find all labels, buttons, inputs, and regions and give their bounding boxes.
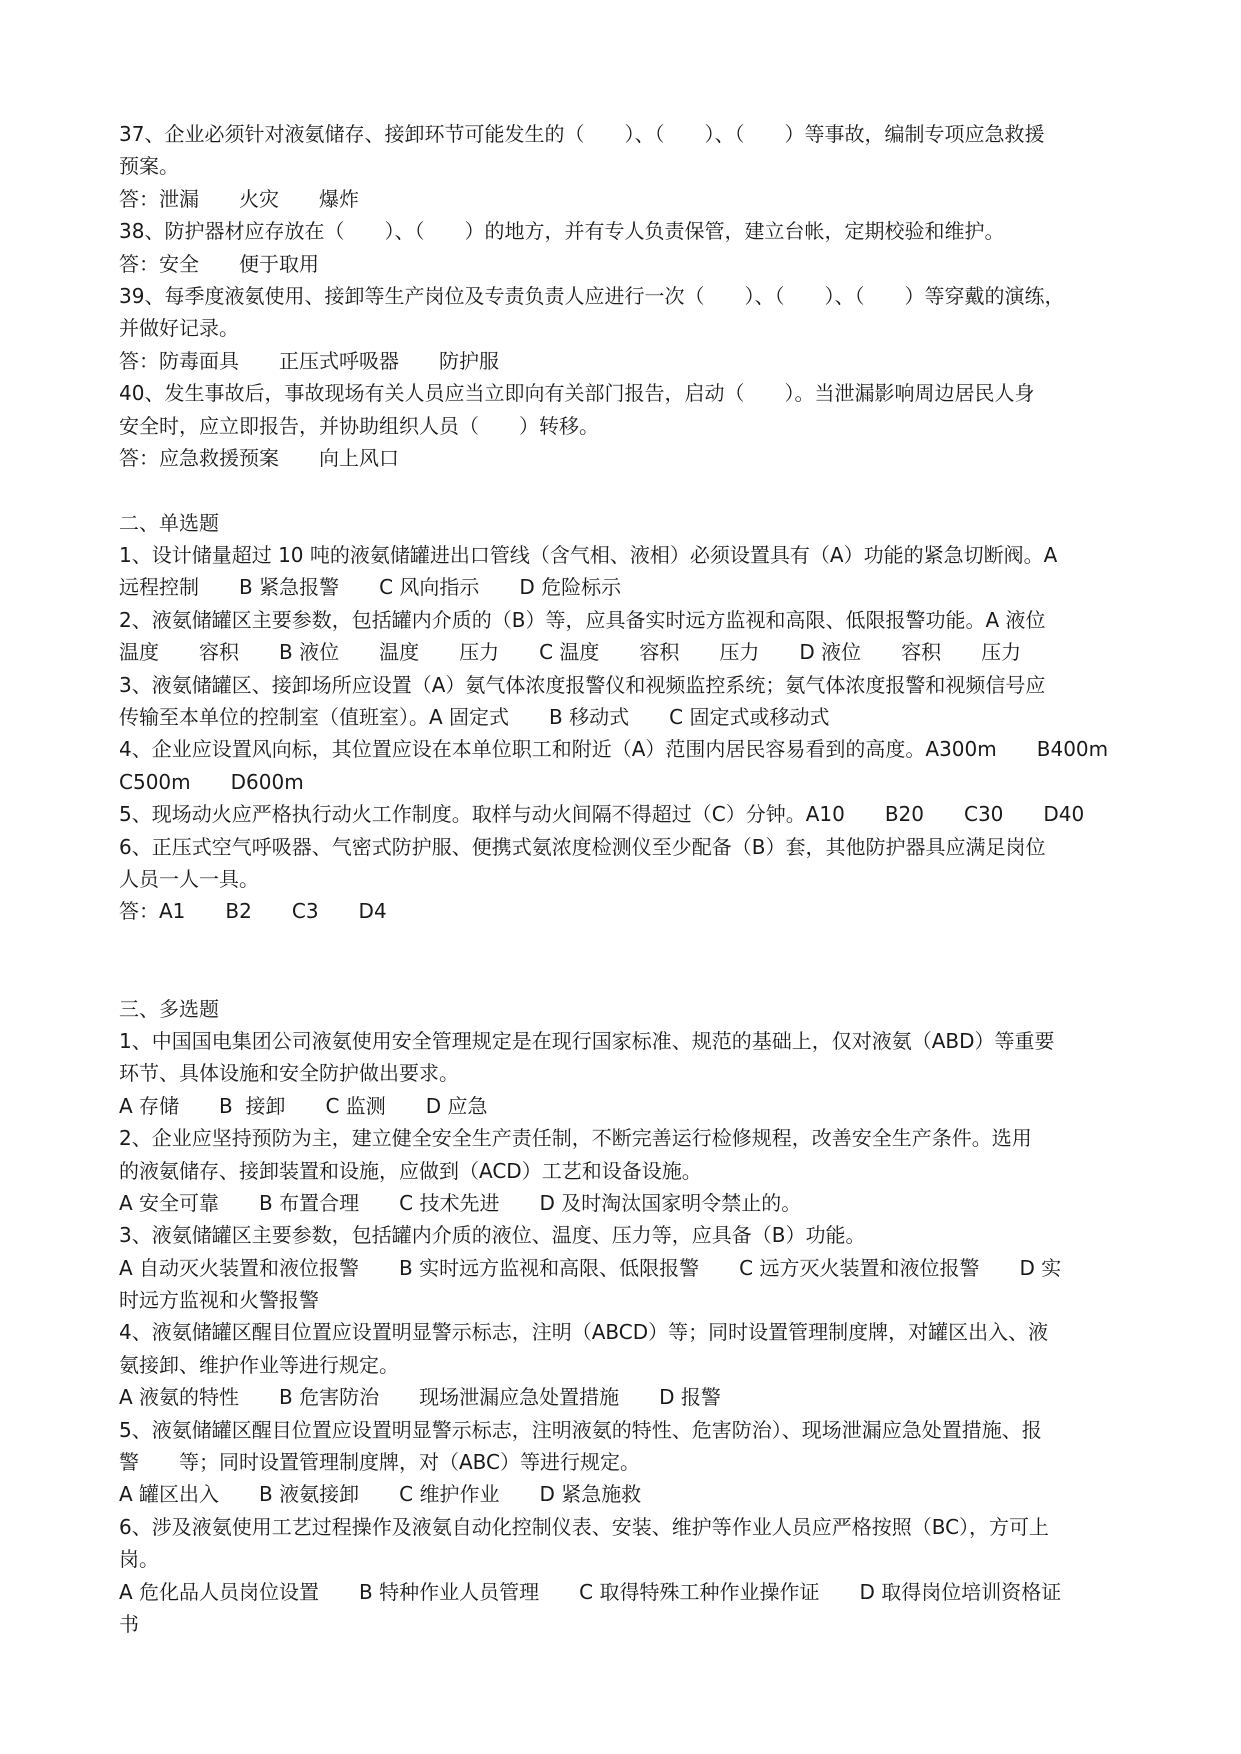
question-40-cont: 安全时，应立即报告，并协助组织人员（ ）转移。 bbox=[119, 413, 599, 438]
question-37-cont: 预案。 bbox=[119, 154, 179, 179]
sc-question-2-cont: 温度 容积 B 液位 温度 压力 C 温度 容积 压力 D 液位 容积 压力 bbox=[119, 640, 1022, 665]
sc-question-6-cont: 人员一人一具。 bbox=[119, 866, 259, 891]
mc-options-6-cont: 书 bbox=[119, 1611, 139, 1636]
answer-40: 答：应急救援预案 向上风口 bbox=[119, 445, 399, 470]
section-heading-single-choice: 二、单选题 bbox=[119, 510, 219, 535]
mc-options-5: A 罐区出入 B 液氨接卸 C 维护作业 D 紧急施救 bbox=[119, 1482, 642, 1507]
answer-39: 答：防毒面具 正压式呼吸器 防护服 bbox=[119, 348, 499, 373]
mc-options-3: A 自动灭火装置和液位报警 B 实时远方监视和高限、低限报警 C 远方灭火装置和液位报警 D 实 bbox=[119, 1255, 1062, 1280]
sc-question-6: 6、正压式空气呼吸器、气密式防护服、便携式氨浓度检测仪至少配备（B）套，其他防护器具应满足岗位 bbox=[119, 834, 1046, 859]
mc-question-5: 5、液氨储罐区醒目位置应设置明显警示标志，注明液氨的特性、危害防治）、现场泄漏应急处置措施、报 bbox=[119, 1417, 1042, 1442]
answer-38: 答：安全 便于取用 bbox=[119, 251, 319, 276]
spacer bbox=[119, 928, 1159, 993]
spacer bbox=[119, 474, 1159, 506]
sc-question-4: 4、企业应设置风向标，其位置应设在本单位职工和附近（A）范围内居民容易看到的高度。A300m B400m bbox=[119, 737, 1109, 762]
sc-question-2: 2、液氨储罐区主要参数，包括罐内介质的（B）等，应具备实时远方监视和高限、低限报警功能。A 液位 bbox=[119, 607, 1046, 632]
mc-question-6-cont: 岗。 bbox=[119, 1547, 159, 1572]
question-39-cont: 并做好记录。 bbox=[119, 316, 239, 341]
mc-question-2-cont: 的液氨储存、接卸装置和设施，应做到（ACD）工艺和设备设施。 bbox=[119, 1158, 702, 1183]
mc-options-1: A 存储 B 接卸 C 监测 D 应急 bbox=[119, 1093, 488, 1118]
question-38: 38、防护器材应存放在（ ）、（ ）的地方，并有专人负责保管，建立台帐，定期校验和维护。 bbox=[119, 219, 1005, 244]
mc-question-1-cont: 环节、具体设施和安全防护做出要求。 bbox=[119, 1061, 459, 1086]
mc-options-2: A 安全可靠 B 布置合理 C 技术先进 D 及时淘汰国家明令禁止的。 bbox=[119, 1190, 802, 1215]
mc-question-4-cont: 氨接卸、维护作业等进行规定。 bbox=[119, 1352, 399, 1377]
sc-question-1-cont: 远程控制 B 紧急报警 C 风向指示 D 危险标示 bbox=[119, 575, 622, 600]
mc-options-6: A 危化品人员岗位设置 B 特种作业人员管理 C 取得特殊工种作业操作证 D 取得岗位培训资格证 bbox=[119, 1579, 1062, 1604]
mc-question-4: 4、液氨储罐区醒目位置应设置明显警示标志，注明（ABCD）等；同时设置管理制度牌，对罐区出入、液 bbox=[119, 1320, 1049, 1345]
mc-question-1: 1、中国国电集团公司液氨使用安全管理规定是在现行国家标准、规范的基础上，仅对液氨（ABD）等重要 bbox=[119, 1028, 1055, 1053]
mc-question-5-cont: 警 等；同时设置管理制度牌，对（ABC）等进行规定。 bbox=[119, 1450, 641, 1475]
sc-question-1: 1、设计储量超过 10 吨的液氨储罐进出口管线（含气相、液相）必须设置具有（A）功能的紧急切断阀。A bbox=[119, 543, 1058, 568]
mc-question-2: 2、企业应坚持预防为主，建立健全安全生产责任制，不断完善运行检修规程，改善安全生产条件。选用 bbox=[119, 1126, 1032, 1151]
sc-question-3-cont: 传输至本单位的控制室（值班室）。A 固定式 B 移动式 C 固定式或移动式 bbox=[119, 705, 830, 730]
section-heading-multiple-choice: 三、多选题 bbox=[119, 996, 219, 1021]
answer-37: 答：泄漏 火灾 爆炸 bbox=[119, 186, 359, 211]
mc-options-3-cont: 时远方监视和火警报警 bbox=[119, 1288, 319, 1313]
sc-answer-6: 答：A1 B2 C3 D4 bbox=[119, 899, 387, 924]
mc-question-3: 3、液氨储罐区主要参数，包括罐内介质的液位、温度、压力等，应具备（B）功能。 bbox=[119, 1223, 866, 1248]
document-page bbox=[119, 118, 1159, 1640]
sc-question-3: 3、液氨储罐区、接卸场所应设置（A）氨气体浓度报警仪和视频监控系统；氨气体浓度报警和视频信号应 bbox=[119, 672, 1046, 697]
sc-question-5: 5、现场动火应严格执行动火工作制度。取样与动火间隔不得超过（C）分钟。A10 B20 C30 D40 bbox=[119, 802, 1085, 827]
sc-question-4-cont: C500m D600m bbox=[119, 769, 304, 794]
question-39: 39、每季度液氨使用、接卸等生产岗位及专责负责人应进行一次（ ）、（ ）、（ ）等穿戴的演练， bbox=[119, 283, 1065, 308]
mc-question-6: 6、涉及液氨使用工艺过程操作及液氨自动化控制仪表、安装、维护等作业人员应严格按照（BC），方可上 bbox=[119, 1514, 1050, 1539]
mc-options-4: A 液氨的特性 B 危害防治 现场泄漏应急处置措施 D 报警 bbox=[119, 1385, 721, 1410]
question-37: 37、企业必须针对液氨储存、接卸环节可能发生的（ ）、（ ）、（ ）等事故，编制专项应急救援 bbox=[119, 122, 1045, 146]
question-40: 40、发生事故后，事故现场有关人员应当立即向有关部门报告，启动（ ）。当泄漏影响周边居民人身 bbox=[119, 381, 1035, 406]
